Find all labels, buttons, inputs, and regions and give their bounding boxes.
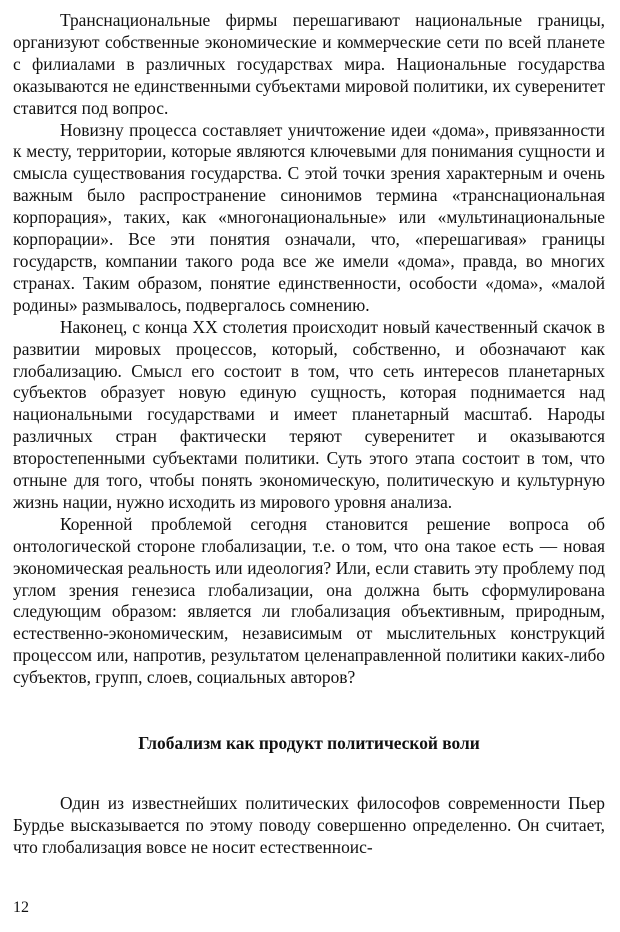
paragraph-bourdieu: Один из известнейших политических философов современности Пьер Бурдье высказывается по этому поводу совершенно определенно. Он считает, что глобализация вовсе не носит естественноис- bbox=[13, 793, 605, 857]
paragraph-ontological-question: Коренной проблемой сегодня становится решение вопроса об онтологической стороне глобализации, т.е. о том, что она такое есть — новая экономическая реальность или идеология? Или, если ставить эту проблему под углом зрения генезиса глобализации, она должна быть сформулирована следующим образом: является ли глобализация объективным, природным, естественно-экономическим, независимым от мыслительных конструкций процессом или, напротив, результатом целенаправленной политики каких-либо субъектов, групп, слоев, социальных авторов? bbox=[13, 513, 605, 688]
paragraph-home-idea: Новизну процесса составляет уничтожение идеи «дома», привязанности к месту, территории, которые являются ключевыми для понимания сущности и смысла существования государства. С этой точки зрения характерным и очень важным было распространение синонимов термина «транснациональная корпорация», таких, как «многонациональные» или «мультинациональные корпорации». Все эти понятия означали, что, «перешагивая» границы государств, компании такого рода все же имели «дома», правда, во многих странах. Таким образом, понятие единственности, особости «дома», «малой родины» размывалось, подвергалось сомнению. bbox=[13, 119, 605, 315]
text-column bbox=[13, 10, 605, 859]
page-number: 12 bbox=[13, 899, 29, 916]
paragraph-globalization-leap: Наконец, с конца XX столетия происходит новый качественный скачок в развитии мировых процессов, который, собственно, и обозначают как глобализацию. Смысл его состоит в том, что сеть интересов планетарных субъектов образует новую единую сущность, которая поднимается над национальными государствами и имеет планетарный масштаб. Народы различных стран фактически теряют суверенитет и оказываются второстепенными субъектами политики. Суть этого этапа состоит в том, что отныне для того, чтобы понять экономическую, политическую и культурную жизнь нации, нужно исходить из мирового уровня анализа. bbox=[13, 316, 605, 512]
section-heading: Глобализм как продукт политической воли bbox=[138, 733, 480, 754]
paragraph-transnational-firms: Транснациональные фирмы перешагивают национальные границы, организуют собственные экономические и коммерческие сети по всей планете с филиалами в различных государствах мира. Национальные государства оказываются не единственными субъектами мировой политики, их суверенитет ставится под вопрос. bbox=[13, 10, 605, 118]
